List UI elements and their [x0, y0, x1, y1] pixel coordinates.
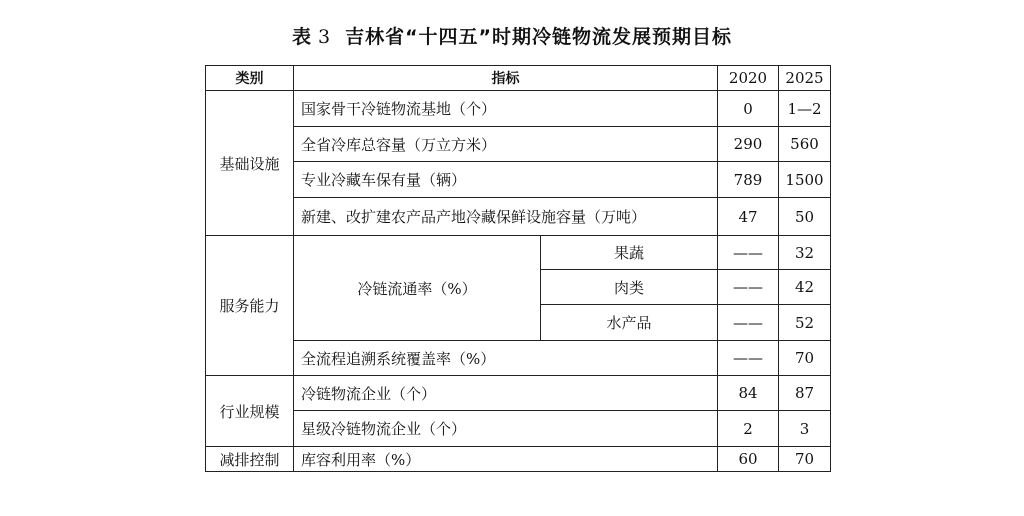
- value-2025: 1—2: [787, 99, 822, 118]
- header-2020: 2020: [728, 69, 768, 87]
- indicator-cell: 全省冷库总容量（万立方米）: [301, 135, 497, 154]
- value-2025: 70: [794, 349, 815, 367]
- targets-table: [205, 65, 831, 472]
- table-title-number: 3: [317, 26, 332, 48]
- subcategory-cell: 果蔬: [613, 244, 644, 262]
- value-2020: ——: [733, 243, 763, 262]
- table-title: [0, 22, 1024, 49]
- indicator-cell: 全流程追溯系统覆盖率（%）: [301, 349, 496, 368]
- category-infrastructure: 基础设施: [219, 154, 280, 173]
- cold-chain-rate-label: 冷链流通率（%）: [357, 279, 477, 298]
- value-2025: 70: [794, 450, 815, 468]
- value-2020: 84: [738, 384, 758, 402]
- value-2020: 60: [738, 450, 758, 468]
- header-indicator: 指标: [491, 71, 520, 87]
- value-2020: 290: [733, 135, 763, 153]
- value-2020: ——: [733, 349, 763, 367]
- value-2020: ——: [733, 313, 763, 332]
- category-industry: 行业规模: [219, 402, 280, 421]
- value-2025: 1500: [785, 170, 824, 189]
- value-2020: 47: [738, 207, 758, 226]
- indicator-cell: 冷链物流企业（个）: [301, 384, 437, 403]
- header-category: 类别: [235, 71, 264, 87]
- subcategory-cell: 水产品: [606, 314, 652, 332]
- value-2025: 560: [790, 135, 819, 153]
- value-2020: 2: [743, 419, 753, 438]
- indicator-cell: 国家骨干冷链物流基地（个）: [301, 100, 497, 118]
- category-emission: 减排控制: [219, 450, 280, 469]
- value-2020: 0: [743, 99, 753, 118]
- value-2020: 789: [733, 170, 763, 189]
- header-2025: 2025: [785, 69, 824, 87]
- value-2020: ——: [733, 278, 763, 296]
- subcategory-cell: 肉类: [613, 278, 644, 297]
- indicator-cell: 库容利用率（%）: [301, 450, 421, 469]
- category-service: 服务能力: [219, 297, 280, 315]
- indicator-cell: 新建、改扩建农产品产地冷藏保鲜设施容量（万吨）: [301, 208, 647, 226]
- table-title-text: 吉林省“十四五”时期冷链物流发展预期目标: [345, 26, 733, 48]
- value-2025: 52: [794, 313, 815, 332]
- value-2025: 42: [794, 278, 815, 296]
- value-2025: 32: [794, 243, 815, 262]
- table-title-prefix: 表: [291, 26, 312, 48]
- indicator-cell: 专业冷藏车保有量（辆）: [301, 171, 467, 189]
- value-2025: 3: [799, 419, 810, 438]
- indicator-cell: 星级冷链物流企业（个）: [301, 420, 467, 438]
- value-2025: 50: [794, 207, 815, 226]
- value-2025: 87: [794, 384, 815, 402]
